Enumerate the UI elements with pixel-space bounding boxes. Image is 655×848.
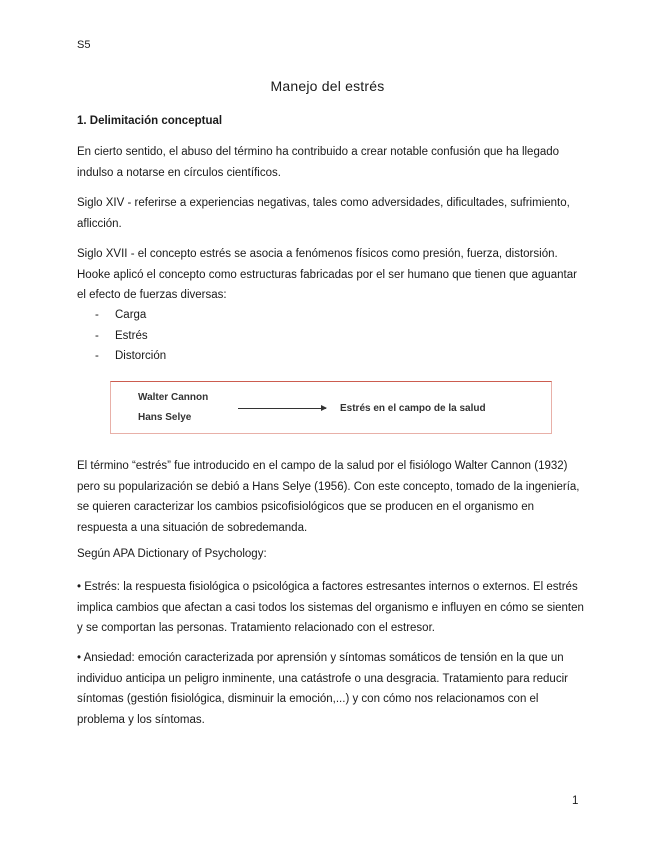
paragraph-ansiedad-definition: • Ansiedad: emoción caracterizada por aprensión y síntomas somáticos de tensión en la que un individuo anticipa un peligro inminente, una catástrofe o una desgracia. Tratamiento para reducir síntomas (gestión fisiológica, disminuir la emoción,...) y con cómo nos relacionamos con el problema y los síntomas. [77,652,568,726]
paragraph-origin: El término “estrés” fue introducido en el campo de la salud por el fisiólogo Walter Cannon (1932) pero su popularización se debió a Hans Selye (1956). Con este concepto, tomado de la ingeniería, se quieren caracterizar los cambios psicofisiológicos que se producen en el organismo en respuesta a una situación de sobredemanda. [77,460,580,534]
list-item-label: Carga [115,309,147,321]
paragraph-siglo-xvii: Siglo XVII - el concepto estrés se asocia a fenómenos físicos como presión, fuerza, distorsión. Hooke aplicó el concepto como estructuras fabricadas por el ser humano que tienen que aguantar el efecto de fuerzas diversas: [77,248,577,301]
list-item [95,326,166,347]
diagram-name-cannon: Walter Cannon [138,392,209,403]
section-heading: 1. Delimitación conceptual [77,115,223,127]
paragraph-apa: Según APA Dictionary of Psychology: [77,548,267,560]
document-title: Manejo del estrés [270,78,385,94]
list-item [95,305,166,326]
paragraph-estres-definition: • Estrés: la respuesta fisiológica o psicológica a factores estresantes internos o externos. El estrés implica cambios que afectan a casi todos los sistemas del organismo e influyen en cómo se sienten y se comportan las personas. Tratamiento relacionado con el estresor. [77,581,584,634]
list-marker: - [95,309,99,321]
diagram-name-selye: Hans Selye [138,412,192,423]
arrow-right-icon [238,408,326,409]
list-marker: - [95,329,99,342]
force-list [95,305,166,367]
list-marker: - [95,350,99,362]
diagram-result: Estrés en el campo de la salud [340,403,486,414]
list-item [95,346,166,367]
paragraph-intro: En cierto sentido, el abuso del término ha contribuido a crear notable confusión que ha llegado indulso a notarse en círculos científicos. [77,146,560,179]
page-number: 1 [572,795,579,807]
header-code: S5 [77,39,91,51]
list-item-label: Estrés [115,329,148,342]
concept-diagram [110,381,552,434]
list-item-label: Distorción [115,350,167,362]
paragraph-siglo-xiv: Siglo XIV - referirse a experiencias negativas, tales como adversidades, dificultades, sufrimiento, aflicción. [77,197,570,230]
